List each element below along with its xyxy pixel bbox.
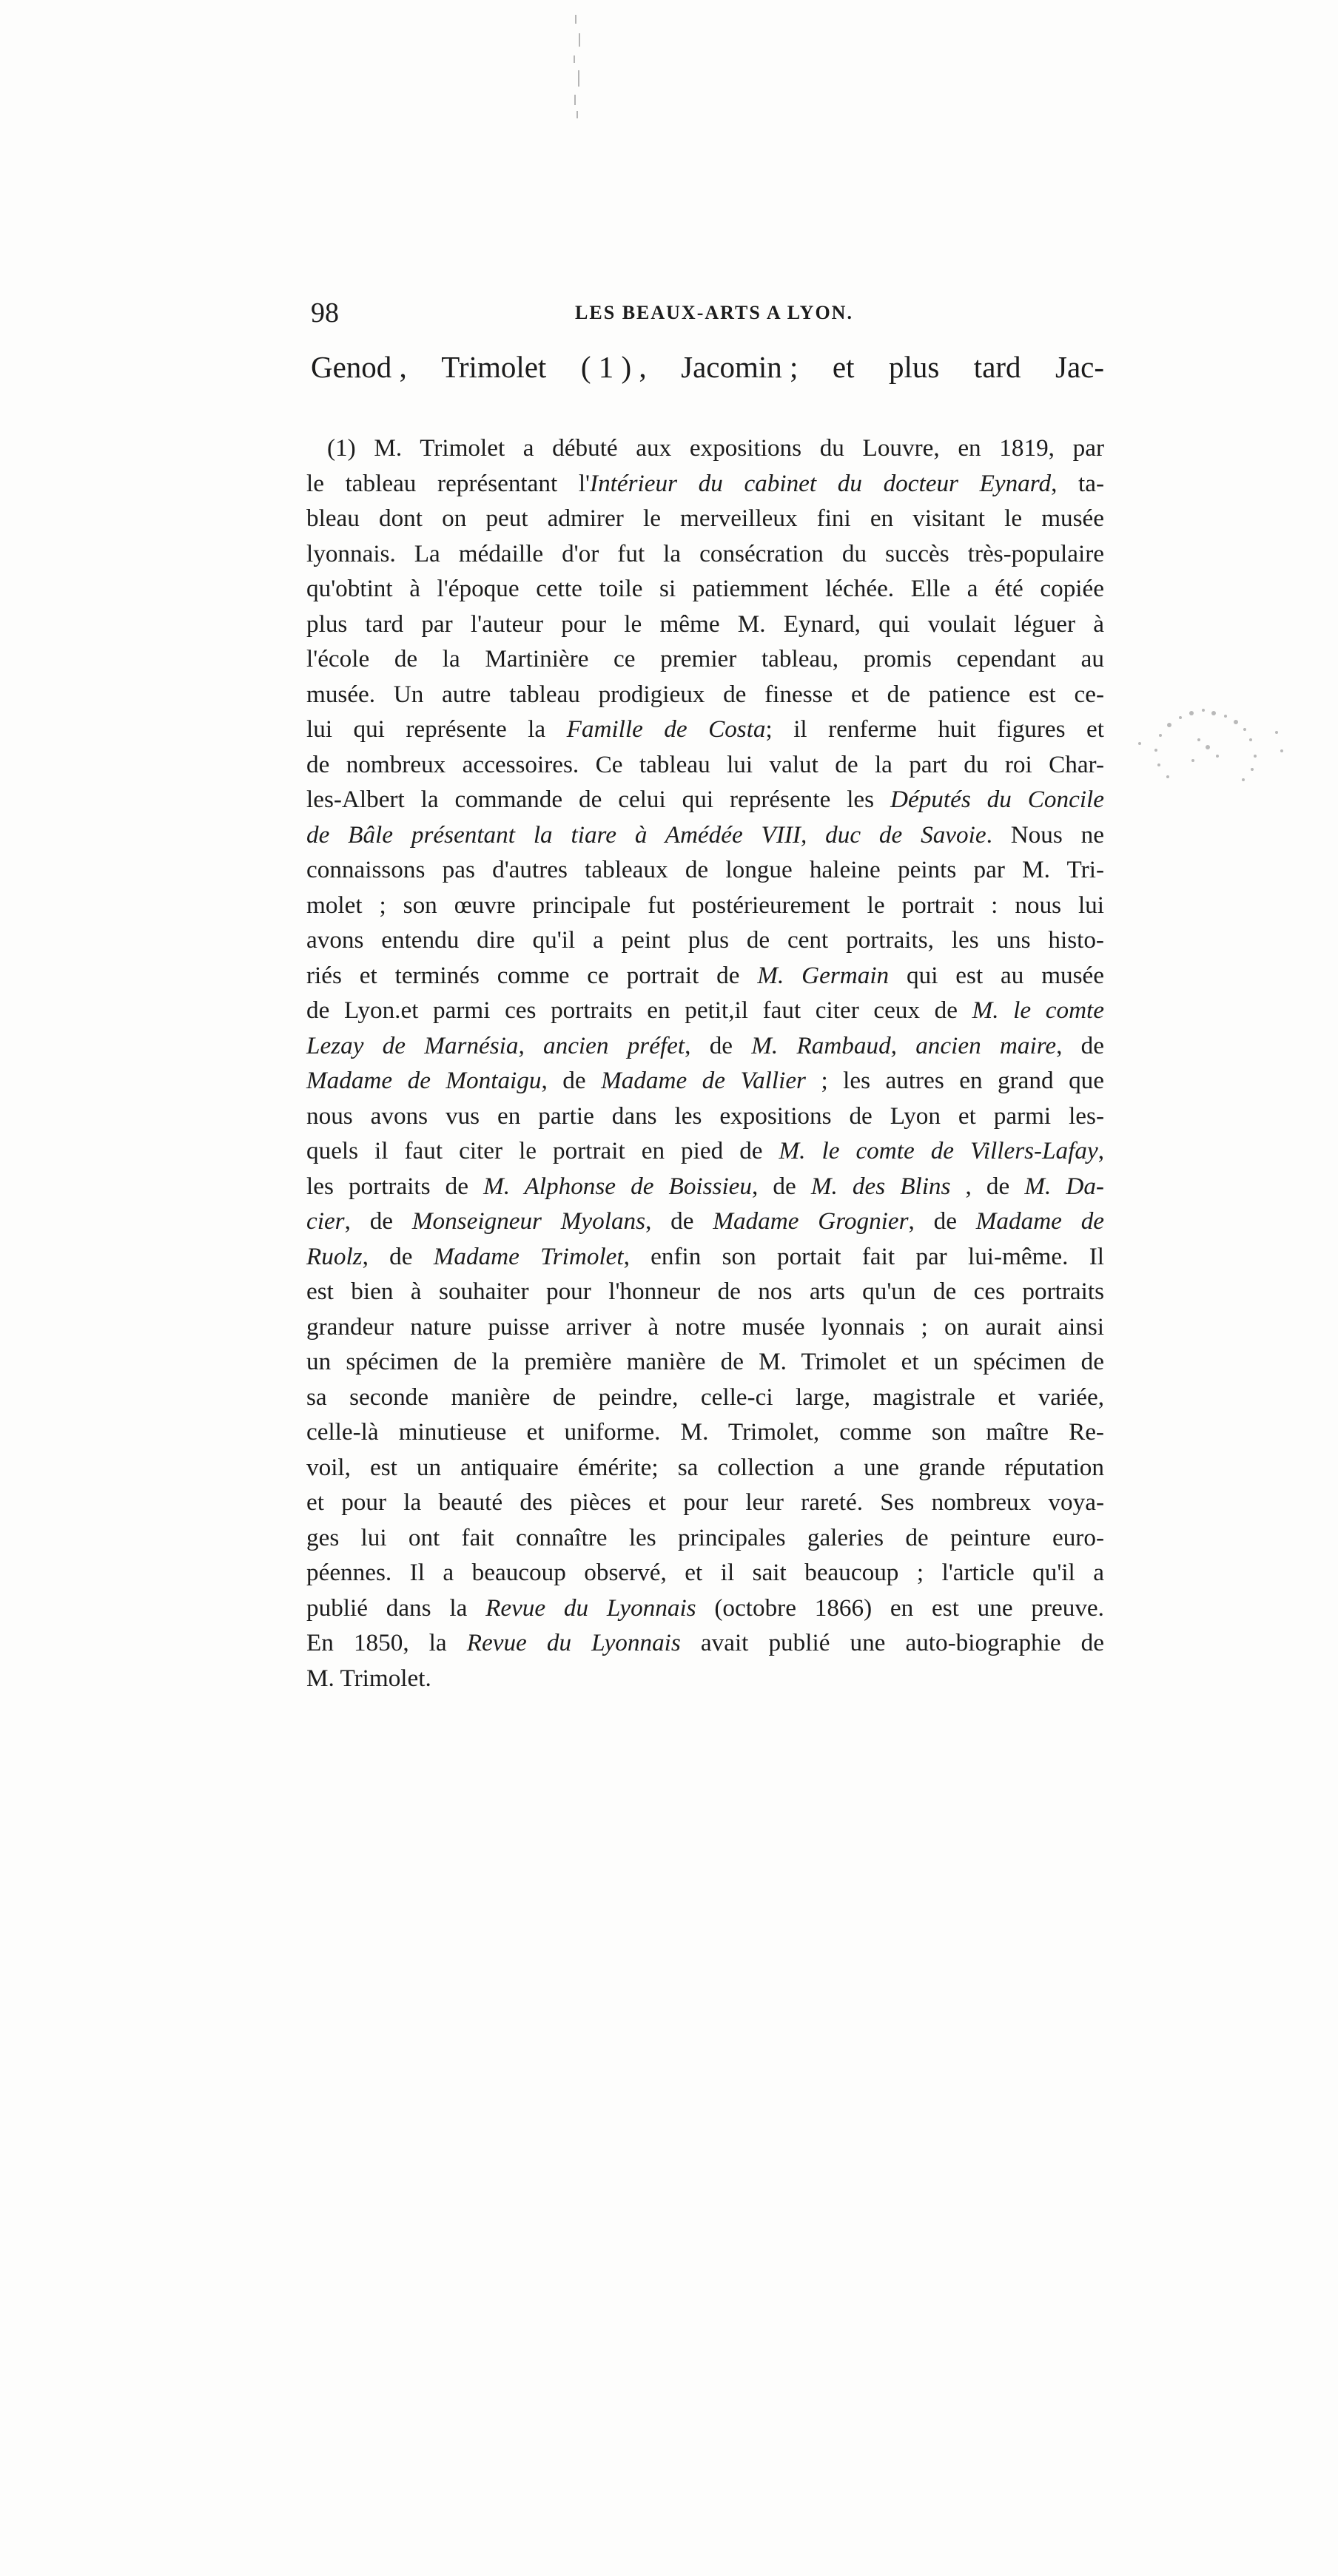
footnote-text: , de [344,1207,412,1235]
footnote-text: . Nous ne [986,820,1104,849]
footnote-line [306,677,1104,712]
body-word: Jac- [1055,350,1105,384]
footnote-line [306,712,1104,747]
footnote-line [306,431,1104,466]
footnote-line [306,782,1104,817]
library-stamp [1125,688,1295,814]
footnote-text: avait publié une auto-biographie de [680,1629,1104,1656]
footnote-text: riés et terminés comme ce portrait de [306,961,758,989]
footnote-line [306,993,1104,1028]
footnote-text: grandeur nature puisse arriver à notre musée lyonnais ; on aurait ainsi [306,1312,1104,1341]
body-word: Jacomin ; [681,350,799,384]
footnote-line [306,1309,1104,1345]
italic-title: de Bâle présentant la tiare à Amédée VIII, duc de Savoie [306,820,986,849]
footnote-line [306,1450,1104,1486]
page-number: 98 [311,297,339,328]
italic-title: Revue du Lyonnais [485,1594,696,1622]
footnote-line [306,1415,1104,1450]
footnote-line [306,852,1104,888]
footnote-line [306,1555,1104,1591]
footnote-line [306,1063,1104,1099]
italic-title: Lezay de Marnésia, ancien préfet [306,1031,685,1059]
footnote-line [306,1344,1104,1380]
body-text-line [311,345,1104,389]
footnote-text: , de [685,1031,752,1059]
body-word: Trimolet [441,350,547,384]
italic-title: M. le comte de Villers-Lafay [779,1137,1098,1164]
body-word: plus [888,350,940,384]
footnote-text: les portraits de [306,1172,484,1200]
footnote-text: molet ; son œuvre principale fut postérieurement le portrait : nous lui [306,891,1104,919]
footnote-text: un spécimen de la première manière de M. Trimolet et un spécimen de [306,1348,1104,1375]
footnote-text: (octobre 1866) en est une preuve. [696,1594,1104,1622]
footnote-text: celle-là minutieuse et uniforme. M. Trimolet, comme son maître Re- [306,1418,1104,1446]
body-word: ( 1 ) , [580,350,647,384]
margin-marks [562,0,592,126]
footnote-line [306,1239,1104,1275]
footnote-text: sa seconde manière de peindre, celle-ci large, magistrale et variée, [306,1383,1104,1411]
footnote-text: avons entendu dire qu'il a peint plus de cent portraits, les uns histo- [306,926,1104,954]
italic-title: M. Germain [757,961,890,989]
footnote-line [306,1204,1104,1239]
footnote-text: voil, est un antiquaire émérite; sa collection a une grande réputation [306,1453,1104,1481]
footnote-text: ; les autres en grand que [805,1067,1104,1094]
footnote-text: publié dans la [306,1594,486,1622]
italic-title: Madame de Vallier [601,1067,806,1094]
footnote-text: , de [950,1172,1025,1200]
italic-title: Ruolz [306,1242,363,1270]
italic-title: M. le comte [972,997,1104,1024]
body-word: Genod , [311,350,407,384]
footnote-line [306,1661,1104,1696]
footnote-line [306,571,1104,607]
italic-title: Madame Grognier [713,1207,909,1235]
footnote-text: , de [752,1172,811,1200]
footnote-line [306,466,1104,502]
footnote-text: , [1097,1137,1104,1164]
footnote-line [306,923,1104,958]
body-word: et [832,350,855,384]
footnote-text: , de [645,1207,713,1235]
italic-title: Madame de [975,1207,1105,1235]
footnote-text: péennes. Il a beaucoup observé, et il sait beaucoup ; l'article qu'il a [306,1559,1104,1586]
footnote-text: M. Trimolet. [306,1664,431,1692]
footnote-line [306,1133,1104,1169]
footnote-text: , de [541,1067,602,1094]
footnote-line [306,501,1104,536]
running-head [311,294,1095,331]
footnote-text: plus tard par l'auteur pour le même M. Eynard, qui voulait léguer à [306,610,1104,638]
footnote-text: est bien à souhaiter pour l'honneur de nos arts qu'un de ces portraits [306,1278,1104,1305]
italic-title: M. Alphonse de Boissieu [483,1172,753,1200]
footnote-line [306,1099,1104,1134]
footnote-line [306,1520,1104,1556]
footnote-text: , ta- [1051,469,1104,497]
footnote-text: de nombreux accessoires. Ce tableau lui valut de la part du roi Char- [306,750,1104,778]
footnote-text: musée. Un autre tableau prodigieux de finesse et de patience est ce- [306,680,1104,708]
footnote-text: le tableau représentant l' [306,469,591,497]
footnote-line [306,888,1104,923]
italic-title: M. des Blins [810,1172,951,1200]
footnote-text: l'école de la Martinière ce premier tableau, promis cependant au [306,645,1104,672]
footnote-line [306,747,1104,783]
footnote-text: lyonnais. La médaille d'or fut la consécration du succès très-populaire [306,539,1104,567]
footnote-line [306,1485,1104,1520]
footnote-text: qu'obtint à l'époque cette toile si patiemment léchée. Elle a été copiée [306,575,1104,602]
italic-title: Madame Trimolet [433,1242,624,1270]
footnote-text: ges lui ont fait connaître les principales galeries de peinture euro- [306,1523,1104,1551]
footnote-text: connaissons pas d'autres tableaux de longue haleine peints par M. Tri- [306,856,1104,883]
footnote-line [306,817,1104,853]
footnote-text: qui est au musée [889,961,1104,989]
italic-title: Revue du Lyonnais [466,1629,681,1656]
footnote-text: , de [1056,1031,1104,1059]
footnote-line [306,1028,1104,1064]
footnote-text: quels il faut citer le portrait en pied de [306,1137,779,1164]
running-title: LES BEAUX-ARTS A LYON. [575,302,853,323]
italic-title: M. Da- [1024,1172,1104,1200]
footnote-line [306,1625,1104,1661]
footnote-line [306,607,1104,642]
footnote-text: En 1850, la [306,1629,467,1656]
footnote-text: nous avons vus en partie dans les expositions de Lyon et parmi les- [306,1102,1104,1130]
italic-title: Intérieur du cabinet du docteur Eynard [590,469,1052,497]
footnote-line [306,1169,1104,1204]
footnote-text: , enfin son portait fait par lui-même. Il [623,1242,1104,1270]
italic-title: M. Rambaud, ancien maire [751,1031,1057,1059]
footnote-text: bleau dont on peut admirer le merveilleux fini en visitant le musée [306,505,1104,532]
italic-title: cier [306,1207,345,1235]
footnote-text: les-Albert la commande de celui qui représente les [306,786,890,813]
footnote-line [306,641,1104,677]
footnote [306,431,1104,1696]
footnote-text: de Lyon.et parmi ces portraits en petit,il faut citer ceux de [306,997,972,1024]
footnote-text: lui qui représente la [306,715,567,743]
footnote-text: ; il renferme huit figures et [765,715,1104,743]
footnote-text: , de [908,1207,976,1235]
footnote-text: et pour la beauté des pièces et pour leur rareté. Ses nombreux voya- [306,1488,1104,1516]
footnote-text: , de [362,1242,434,1270]
footnote-line [306,958,1104,994]
italic-title: Députés du Concile [890,786,1104,813]
italic-title: Famille de Costa [566,715,766,743]
footnote-line [306,1591,1104,1626]
footnote-line [306,1380,1104,1415]
body-word: tard [973,350,1021,384]
italic-title: Monseigneur Myolans [411,1207,646,1235]
footnote-line [306,1274,1104,1309]
footnote-line [306,536,1104,572]
italic-title: Madame de Montaigu [306,1067,542,1094]
footnote-text: (1) M. Trimolet a débuté aux expositions du Louvre, en 1819, par [327,434,1104,462]
